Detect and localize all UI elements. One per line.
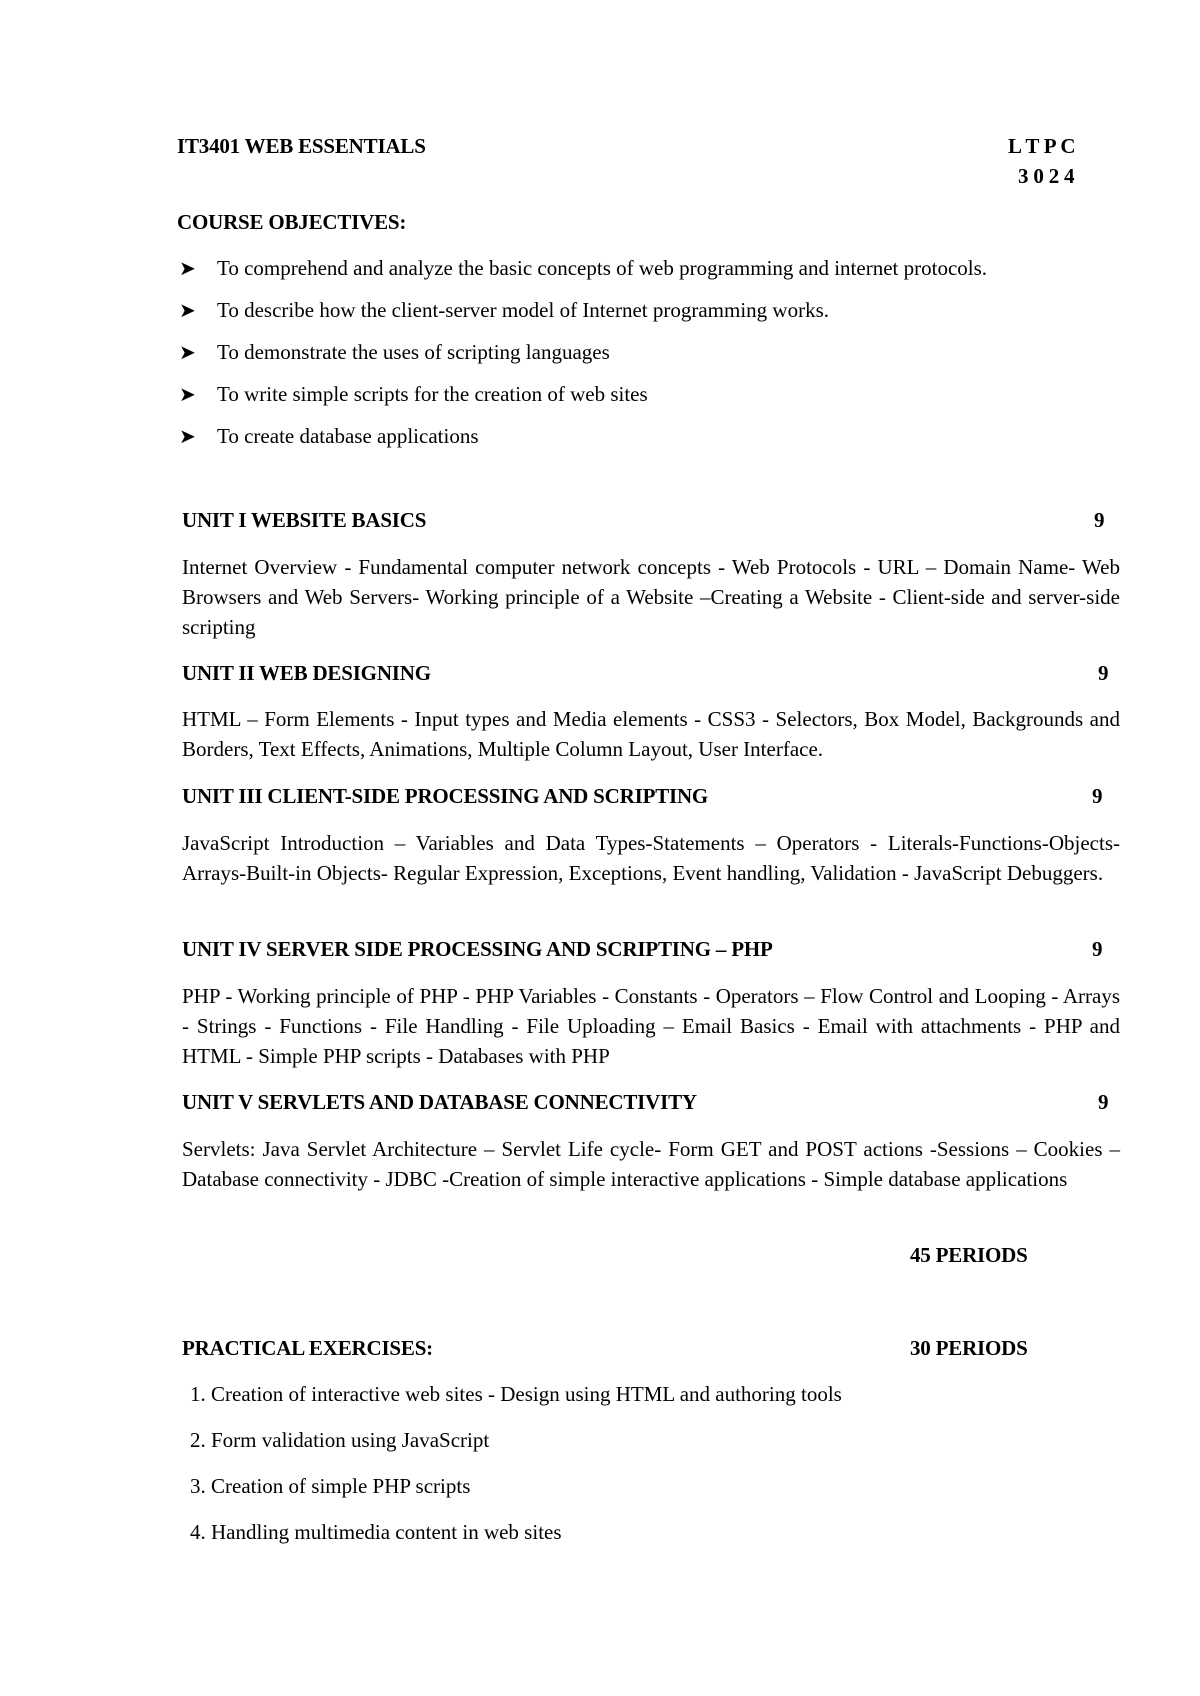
objective-item: ➤ To comprehend and analyze the basic concepts of web programming and internet protocols. [179, 256, 988, 280]
unit-1-hours: 9 [1094, 508, 1105, 532]
unit-4-title: UNIT IV SERVER SIDE PROCESSING AND SCRIPTING – PHP [182, 937, 773, 961]
arrow-bullet-icon: ➤ [179, 300, 196, 322]
unit-3-title: UNIT III CLIENT-SIDE PROCESSING AND SCRIPTING [182, 784, 709, 808]
unit-3-content: JavaScript Introduction – Variables and Data Types-Statements – Operators - Literals-Functions-Objects-Arrays-Built-in Objects- Regular Expression, Exceptions, Event handling, Validation - JavaScript Debuggers. [182, 831, 1120, 885]
practical-item: 1. Creation of interactive web sites - Design using HTML and authoring tools [190, 1382, 842, 1406]
arrow-bullet-icon: ➤ [179, 342, 196, 364]
ltpc-values: 3 0 2 4 [1018, 164, 1075, 188]
unit-4-content: PHP - Working principle of PHP - PHP Variables - Constants - Operators – Flow Control and Looping - Arrays - Strings - Functions - File Handling - File Uploading – Email Basics - Email with attachments - PHP and HTML - Simple PHP scripts - Databases with PHP [182, 984, 1120, 1068]
objective-item: ➤ To write simple scripts for the creation of web sites [179, 382, 648, 406]
objective-item: ➤ To create database applications [179, 424, 479, 448]
course-title: IT3401 WEB ESSENTIALS [177, 134, 426, 158]
practical-item: 3. Creation of simple PHP scripts [190, 1474, 471, 1498]
practical-item: 4. Handling multimedia content in web sites [190, 1520, 562, 1544]
unit-1-content: Internet Overview - Fundamental computer network concepts - Web Protocols - URL – Domain Name- Web Browsers and Web Servers- Working principle of a Website –Creating a Website - Client-side and server-side scripting [182, 555, 1120, 639]
unit-4-hours: 9 [1092, 937, 1103, 961]
practical-item: 2. Form validation using JavaScript [190, 1428, 490, 1452]
unit-2-content: HTML – Form Elements - Input types and Media elements - CSS3 - Selectors, Box Model, Backgrounds and Borders, Text Effects, Animations, Multiple Column Layout, User Interface. [182, 707, 1120, 761]
objective-item: ➤ To demonstrate the uses of scripting languages [179, 340, 610, 364]
objectives-heading: COURSE OBJECTIVES: [177, 210, 407, 234]
practical-heading: PRACTICAL EXERCISES: [182, 1336, 433, 1360]
arrow-bullet-icon: ➤ [179, 258, 196, 280]
total-periods: 45 PERIODS [910, 1243, 1028, 1267]
unit-1-title: UNIT I WEBSITE BASICS [182, 508, 427, 532]
unit-5-hours: 9 [1098, 1090, 1109, 1114]
unit-3-hours: 9 [1092, 784, 1103, 808]
unit-5-content: Servlets: Java Servlet Architecture – Servlet Life cycle- Form GET and POST actions -Sessions – Cookies – Database connectivity - JDBC -Creation of simple interactive applications - Simple database applications [182, 1137, 1120, 1191]
ltpc-label: L T P C [1008, 134, 1076, 158]
unit-5-title: UNIT V SERVLETS AND DATABASE CONNECTIVITY [182, 1090, 697, 1114]
practical-periods: 30 PERIODS [910, 1336, 1028, 1360]
objective-item: ➤ To describe how the client-server model of Internet programming works. [179, 298, 830, 322]
unit-2-title: UNIT II WEB DESIGNING [182, 661, 431, 685]
arrow-bullet-icon: ➤ [179, 384, 196, 406]
unit-2-hours: 9 [1098, 661, 1109, 685]
arrow-bullet-icon: ➤ [179, 426, 196, 448]
